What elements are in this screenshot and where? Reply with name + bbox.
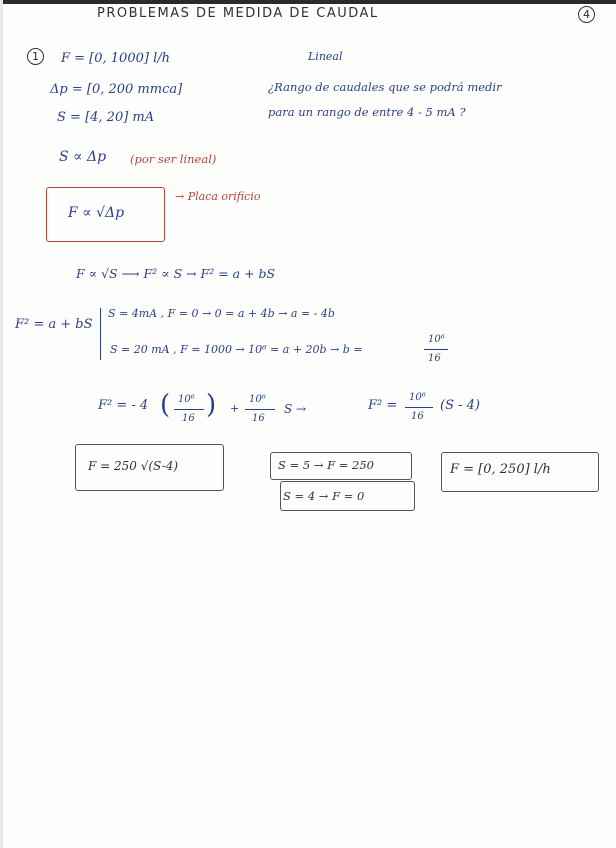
case-2-fraction-numerator: 10⁶ bbox=[428, 334, 445, 345]
system-case-2: S = 20 mA , F = 1000 → 10⁶ = a + 20b → b = bbox=[110, 343, 363, 356]
line-3-frac1-num: 10⁶ bbox=[178, 394, 195, 405]
boxed-relation: F ∝ √Δp bbox=[68, 205, 125, 221]
line-3-frac3-den: 16 bbox=[411, 411, 424, 422]
line-3-paren-close: ) bbox=[206, 390, 217, 420]
page-left-edge bbox=[0, 0, 3, 848]
case-b-result: S = 4 → F = 0 bbox=[283, 489, 365, 503]
final-result: F = [0, 250] l/h bbox=[450, 462, 551, 477]
line-3-paren-open: ( bbox=[160, 390, 171, 420]
case-a-result: S = 5 → F = 250 bbox=[278, 458, 374, 472]
problem-number: 1 bbox=[27, 48, 44, 65]
system-brace bbox=[100, 308, 107, 360]
line-3-plus: + bbox=[230, 402, 240, 415]
line-3-frac1-den: 16 bbox=[182, 413, 195, 424]
line-3-start: F² = - 4 bbox=[98, 398, 149, 413]
plate-note: → Placa orificio bbox=[175, 190, 261, 203]
question-line-1: ¿Rango de caudales que se podrá medir bbox=[268, 80, 502, 94]
line-3-frac2-den: 16 bbox=[252, 413, 265, 424]
given-f-range: F = [0, 1000] l/h bbox=[61, 51, 170, 66]
proportional-note: (por ser lineal) bbox=[130, 152, 217, 166]
proportional-relation: S ∝ Δp bbox=[59, 149, 107, 165]
line-3-result-rhs: (S - 4) bbox=[440, 398, 480, 413]
line-3-frac2-num: 10⁶ bbox=[249, 394, 266, 405]
case-2-fraction-bar bbox=[424, 349, 448, 350]
system-lhs: F² = a + bS bbox=[15, 317, 93, 332]
line-3-frac1-bar bbox=[174, 409, 204, 410]
question-line-2: para un rango de entre 4 - 5 mA ? bbox=[268, 105, 466, 119]
formula-result: F = 250 √(S-4) bbox=[88, 459, 179, 473]
line-3-frac2-bar bbox=[245, 409, 275, 410]
page-title: PROBLEMAS DE MEDIDA DE CAUDAL bbox=[97, 6, 379, 21]
derivation-line-1: F ∝ √S ⟶ F² ∝ S → F² = a + bS bbox=[76, 266, 276, 281]
line-3-s-arrow: S → bbox=[284, 402, 307, 416]
line-3-frac3-num: 10⁶ bbox=[409, 392, 426, 403]
given-dp-range: Δp = [0, 200 mmca] bbox=[50, 82, 183, 97]
page-number: 4 bbox=[578, 6, 595, 23]
line-3-frac3-bar bbox=[405, 407, 433, 408]
case-2-fraction-denominator: 16 bbox=[428, 353, 441, 364]
system-case-1: S = 4mA , F = 0 → 0 = a + 4b → a = - 4b bbox=[108, 307, 335, 320]
line-3-result-lhs: F² = bbox=[368, 398, 398, 413]
page-top-edge bbox=[0, 0, 616, 4]
linear-note: Lineal bbox=[308, 50, 343, 63]
given-s-range: S = [4, 20] mA bbox=[57, 110, 155, 125]
